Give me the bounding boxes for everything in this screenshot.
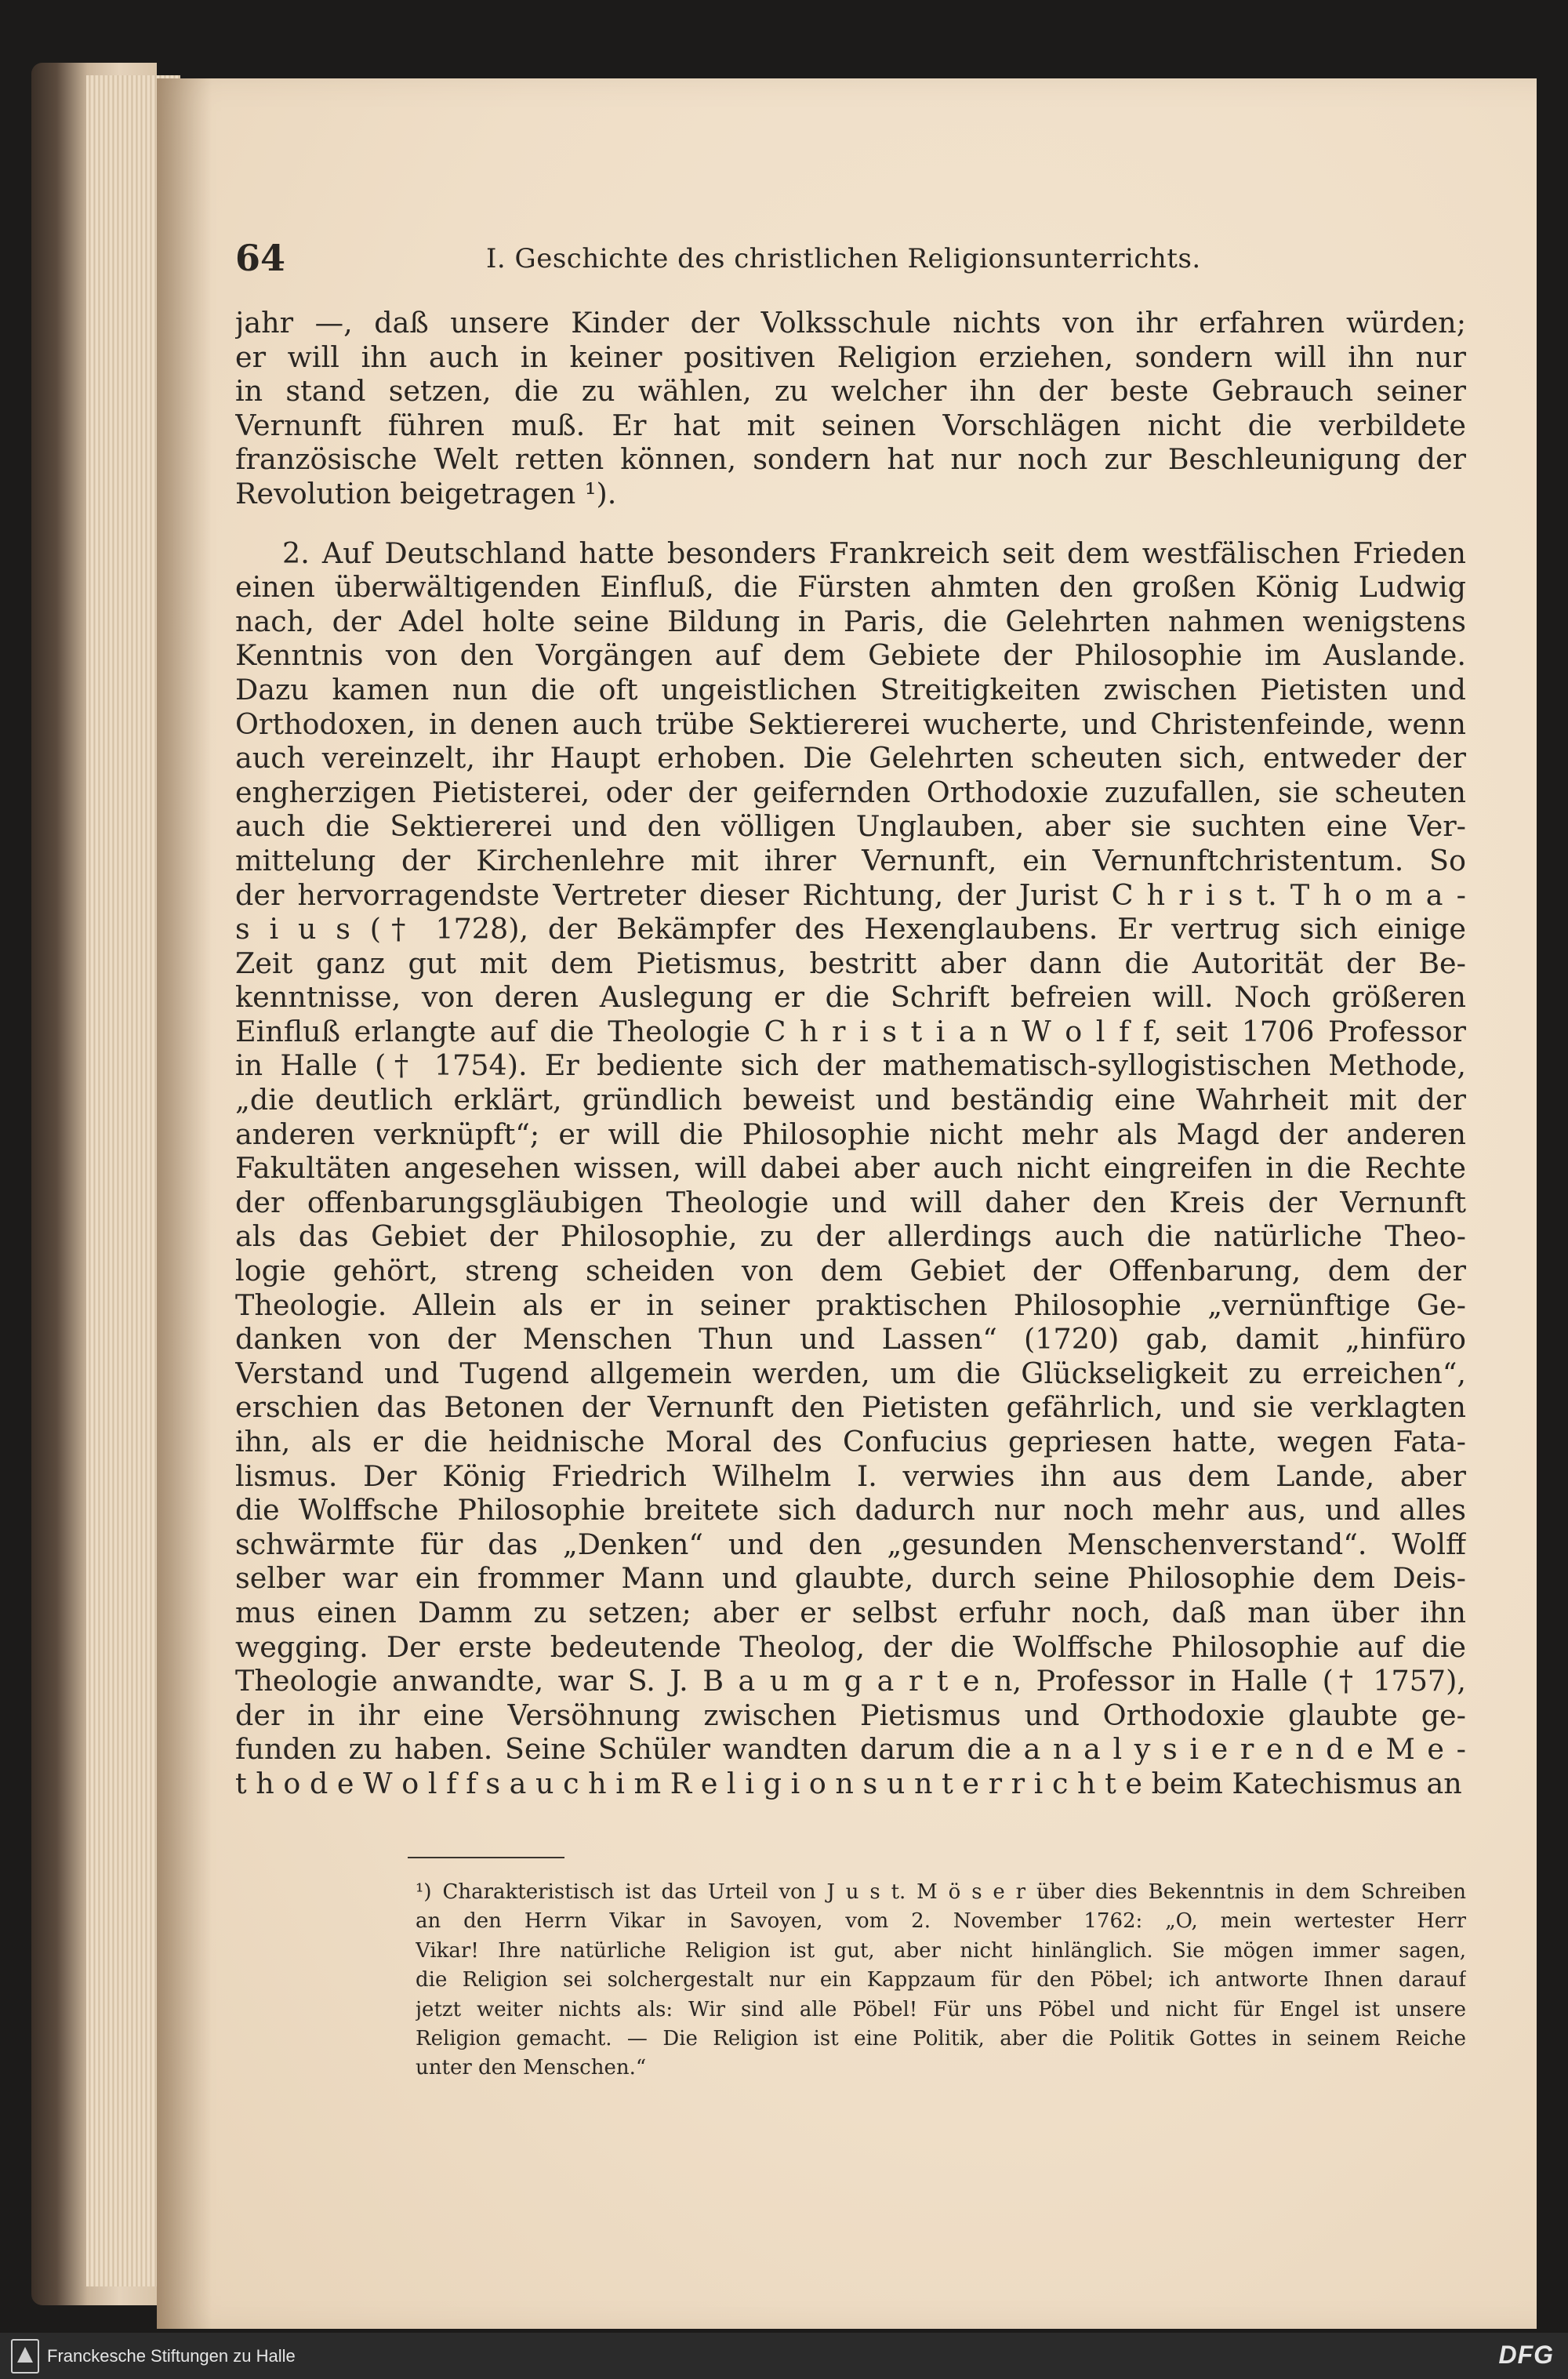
paragraph2-line: wegging. Der erste bedeutende Theolog, der die Wolffsche Philosophie auf die: [235, 1629, 1466, 1664]
footnote-line: ¹) Charakteristisch ist das Urteil von J u s t. M ö s e r über dies Bekenntnis in dem Schreiben: [416, 1880, 1466, 1904]
body-text: [235, 306, 1466, 1801]
paragraph2-line: s i u s († 1728), der Bekämpfer des Hexenglaubens. Er vertrug sich einige: [235, 912, 1466, 946]
footnote-line: die Religion sei solchergestalt nur ein Kappzaum für den Pöbel; ich antworte Ihnen darauf: [416, 1968, 1466, 1992]
footnote-line: Religion gemacht. — Die Religion ist eine Politik, aber die Politik Gottes in seinem Reiche: [416, 2027, 1466, 2051]
paragraph2-line: 2. Auf Deutschland hatte besonders Frankreich seit dem westfälischen Frieden: [282, 536, 1466, 570]
paragraph2-line: der offenbarungsgläubigen Theologie und will daher den Kreis der Vernunft: [235, 1185, 1466, 1219]
page-gutter-shadow: [157, 78, 212, 2329]
archive-footer-bar: [0, 2333, 1568, 2379]
page-header: [235, 235, 1474, 282]
paragraph2-line: t h o d e W o l f f s a u c h i m R e l i g i o n s u n t e r r i c h t e beim Katechismus an: [235, 1766, 1462, 1800]
paragraph1-line: er will ihn auch in keiner positiven Religion erziehen, sondern will ihn nur: [235, 340, 1466, 374]
paragraph2-line: der in ihr eine Versöhnung zwischen Pietismus und Orthodoxie glaubte ge-: [235, 1698, 1466, 1732]
running-head: I. Geschichte des christlichen Religionsunterrichts.: [486, 243, 1201, 274]
paragraph2-line: Fakultäten angesehen wissen, will dabei aber auch nicht eingreifen in die Rechte: [235, 1151, 1466, 1186]
paragraph2-line: „die deutlich erklärt, gründlich beweist und beständig eine Wahrheit mit der: [235, 1083, 1466, 1117]
paragraph1-line: Revolution beigetragen ¹).: [235, 476, 617, 510]
paragraph2-line: erschien das Betonen der Vernunft den Pietisten gefährlich, und sie verklagten: [235, 1390, 1466, 1425]
footnotes: [416, 1878, 1466, 2083]
archive-name: Franckesche Stiftungen zu Halle: [47, 2346, 296, 2366]
paragraph2-line: lismus. Der König Friedrich Wilhelm I. verwies ihn aus dem Lande, aber: [235, 1458, 1466, 1493]
paragraph2-line: Orthodoxen, in denen auch trübe Sektiererei wucherte, und Christenfeinde, wenn: [235, 706, 1466, 741]
paragraph2-line: selber war ein frommer Mann und glaubte, durch seine Philosophie dem Deis-: [235, 1561, 1466, 1596]
paragraph2-line: engherzigen Pietisterei, oder der geifernden Orthodoxie zuzufallen, sie scheuten: [235, 775, 1466, 809]
paragraph1-line: in stand setzen, die zu wählen, zu welcher ihn der beste Gebrauch seiner: [235, 374, 1466, 409]
footnote-line: Vikar! Ihre natürliche Religion ist gut, aber nicht hinlänglich. Sie mögen immer sagen,: [416, 1938, 1466, 1963]
paragraph1-line: Vernunft führen muß. Er hat mit seinen Vorschlägen nicht die verbildete: [235, 408, 1466, 442]
paragraph2-line: schwärmte für das „Denken“ und den „gesunden Menschenverstand“. Wolff: [235, 1527, 1466, 1561]
paragraph-2: [235, 536, 1466, 1801]
paragraph2-line: ihn, als er die heidnische Moral des Confucius gepriesen hatte, wegen Fata-: [235, 1425, 1466, 1458]
paragraph2-line: logie gehört, streng scheiden von dem Gebiet der Offenbarung, dem der: [235, 1254, 1466, 1288]
dfg-logo: DFG: [1498, 2341, 1554, 2369]
paragraph2-line: Einfluß erlangte auf die Theologie C h r i s t i a n W o l f f, seit 1706 Professor: [235, 1014, 1466, 1048]
page-number: 64: [235, 237, 286, 279]
paragraph2-line: in Halle († 1754). Er bediente sich der mathematisch-syllogistischen Methode,: [235, 1048, 1466, 1083]
paragraph2-line: Theologie anwandte, war S. J. B a u m g a r t e n, Professor in Halle († 1757),: [235, 1664, 1466, 1698]
paragraph2-line: der hervorragendste Vertreter dieser Richtung, der Jurist C h r i s t. T h o m a -: [235, 877, 1466, 912]
paragraph2-line: Verstand und Tugend allgemein werden, um die Glückseligkeit zu erreichen“,: [235, 1356, 1466, 1390]
footnote-line: unter den Menschen.“: [416, 2056, 647, 2080]
paragraph1-line: französische Welt retten können, sondern hat nur noch zur Beschleunigung der: [235, 442, 1466, 477]
paragraph2-line: auch vereinzelt, ihr Haupt erhoben. Die Gelehrten scheuten sich, entweder der: [235, 741, 1466, 775]
paragraph2-line: Dazu kamen nun die oft ungeistlichen Streitigkeiten zwischen Pietisten und: [235, 672, 1466, 706]
paragraph-1: [235, 306, 1466, 511]
paragraph1-line: jahr —, daß unsere Kinder der Volksschule nichts von ihr erfahren würden;: [235, 306, 1466, 340]
archive-logo-icon: [11, 2339, 39, 2374]
paragraph2-line: funden zu haben. Seine Schüler wandten darum die a n a l y s i e r e n d e M e -: [235, 1732, 1466, 1767]
paragraph2-line: kenntnisse, von deren Auslegung er die Schrift befreien will. Noch größeren: [235, 980, 1466, 1015]
paragraph2-line: danken von der Menschen Thun und Lassen“ (1720) gab, damit „hinfüro: [235, 1322, 1466, 1357]
footnote-separator: [408, 1857, 564, 1858]
paragraph2-line: einen überwältigenden Einfluß, die Fürsten ahmten den großen König Ludwig: [235, 570, 1466, 605]
paragraph2-line: nach, der Adel holte seine Bildung in Paris, die Gelehrten nahmen wenigstens: [235, 604, 1466, 638]
footnote-line: jetzt weiter nichts als: Wir sind alle Pöbel! Für uns Pöbel und nicht für Engel ist unsere: [416, 1997, 1466, 2021]
footnote-line: an den Herrn Vikar in Savoyen, vom 2. November 1762: „O, mein wertester Herr: [416, 1909, 1466, 1934]
paragraph2-line: Zeit ganz gut mit dem Pietismus, bestritt aber dann die Autorität der Be-: [235, 946, 1466, 980]
paragraph2-line: Kenntnis von den Vorgängen auf dem Gebiete der Philosophie im Auslande.: [235, 638, 1466, 673]
paragraph2-line: anderen verknüpft“; er will die Philosophie nicht mehr als Magd der anderen: [235, 1117, 1466, 1151]
paragraph2-line: auch die Sektiererei und den völligen Unglauben, aber sie suchten eine Ver-: [235, 809, 1466, 844]
paragraph2-line: mus einen Damm zu setzen; aber er selbst erfuhr noch, daß man über ihn: [235, 1595, 1466, 1629]
paragraph2-line: mittelung der Kirchenlehre mit ihrer Vernunft, ein Vernunftchristentum. So: [235, 843, 1466, 877]
paragraph2-line: die Wolffsche Philosophie breitete sich dadurch nur noch mehr aus, und alles: [235, 1493, 1466, 1527]
paragraph2-line: als das Gebiet der Philosophie, zu der allerdings auch die natürliche Theo-: [235, 1219, 1466, 1254]
paragraph2-line: Theologie. Allein als er in seiner praktischen Philosophie „vernünftige Ge-: [235, 1288, 1466, 1322]
